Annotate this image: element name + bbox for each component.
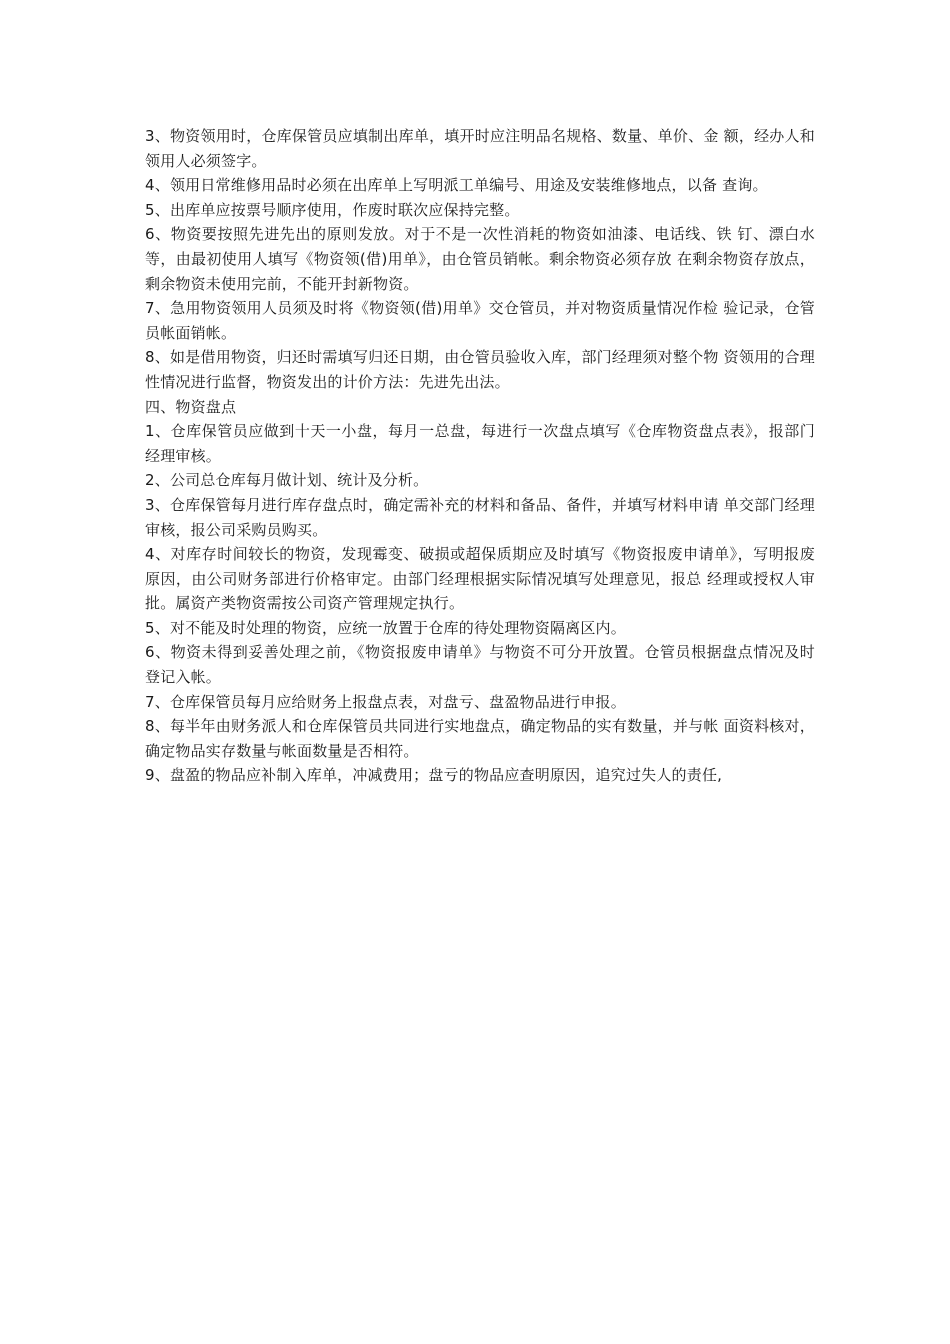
inventory-paragraph-5: 5、对不能及时处理的物资，应统一放置于仓库的待处理物资隔离区内。 bbox=[145, 618, 626, 637]
paragraph-5: 5、出库单应按票号顺序使用，作废时联次应保持完整。 bbox=[145, 200, 520, 219]
inventory-paragraph-3: 3、仓库保管每月进行库存盘点时，确定需补充的材料和备品、备件，并填写材料申请 单交部门经理审核，报公司采购员购买。 bbox=[145, 495, 815, 539]
inventory-paragraph-4: 4、对库存时间较长的物资，发现霉变、破损或超保质期应及时填写《物资报废申请单》，写明报废原因，由公司财务部进行价格审定。由部门经理根据实际情况填写处理意见，报总 经理或授权人审批。属资产类物资需按公司资产管理规定执行。 bbox=[145, 545, 815, 613]
inventory-paragraph-8: 8、每半年由财务派人和仓库保管员共同进行实地盘点，确定物品的实有数量，并与帐 面资料核对，确定物品实存数量与帐面数量是否相符。 bbox=[145, 717, 815, 760]
paragraph-6: 6、物资要按照先进先出的原则发放。对于不是一次性消耗的物资如油漆、电话线、铁 钉、漂白水等，由最初使用人填写《物资领(借)用单》，由仓管员销帐。剩余物资必须存放 在剩余物资存放点，剩余物资未使用完前，不能开封新物资。 bbox=[145, 225, 815, 293]
section-heading: 四、物资盘点 bbox=[145, 397, 237, 416]
inventory-paragraph-7: 7、仓库保管员每月应给财务上报盘点表，对盘亏、盘盈物品进行申报。 bbox=[145, 692, 626, 711]
inventory-paragraph-6: 6、物资未得到妥善处理之前，《物资报废申请单》与物资不可分开放置。仓管员根据盘点情况及时登记入帐。 bbox=[145, 643, 815, 687]
paragraph-4: 4、领用日常维修用品时必须在出库单上写明派工单编号、用途及安装维修地点，以备 查询。 bbox=[145, 176, 768, 195]
inventory-paragraph-1: 1、仓库保管员应做到十天一小盘，每月一总盘，每进行一次盘点填写《仓库物资盘点表》，报部门经理审核。 bbox=[145, 422, 815, 465]
paragraph-3: 3、物资领用时，仓库保管员应填制出库单，填开时应注明品名规格、数量、单价、金 额，经办人和领用人必须签字。 bbox=[145, 127, 815, 170]
paragraph-8: 8、如是借用物资，归还时需填写归还日期，由仓管员验收入库，部门经理须对整个物 资领用的合理性情况进行监督，物资发出的计价方法：先进先出法。 bbox=[145, 348, 815, 391]
document-body bbox=[145, 124, 815, 788]
paragraph-7: 7、急用物资领用人员须及时将《物资领(借)用单》交仓管员，并对物资质量情况作检 验记录，仓管员帐面销帐。 bbox=[145, 299, 815, 342]
inventory-paragraph-2: 2、公司总仓库每月做计划、统计及分析。 bbox=[145, 471, 429, 490]
inventory-paragraph-9: 9、盘盈的物品应补制入库单，冲减费用；盘亏的物品应查明原因，追究过失人的责任, bbox=[145, 766, 723, 785]
